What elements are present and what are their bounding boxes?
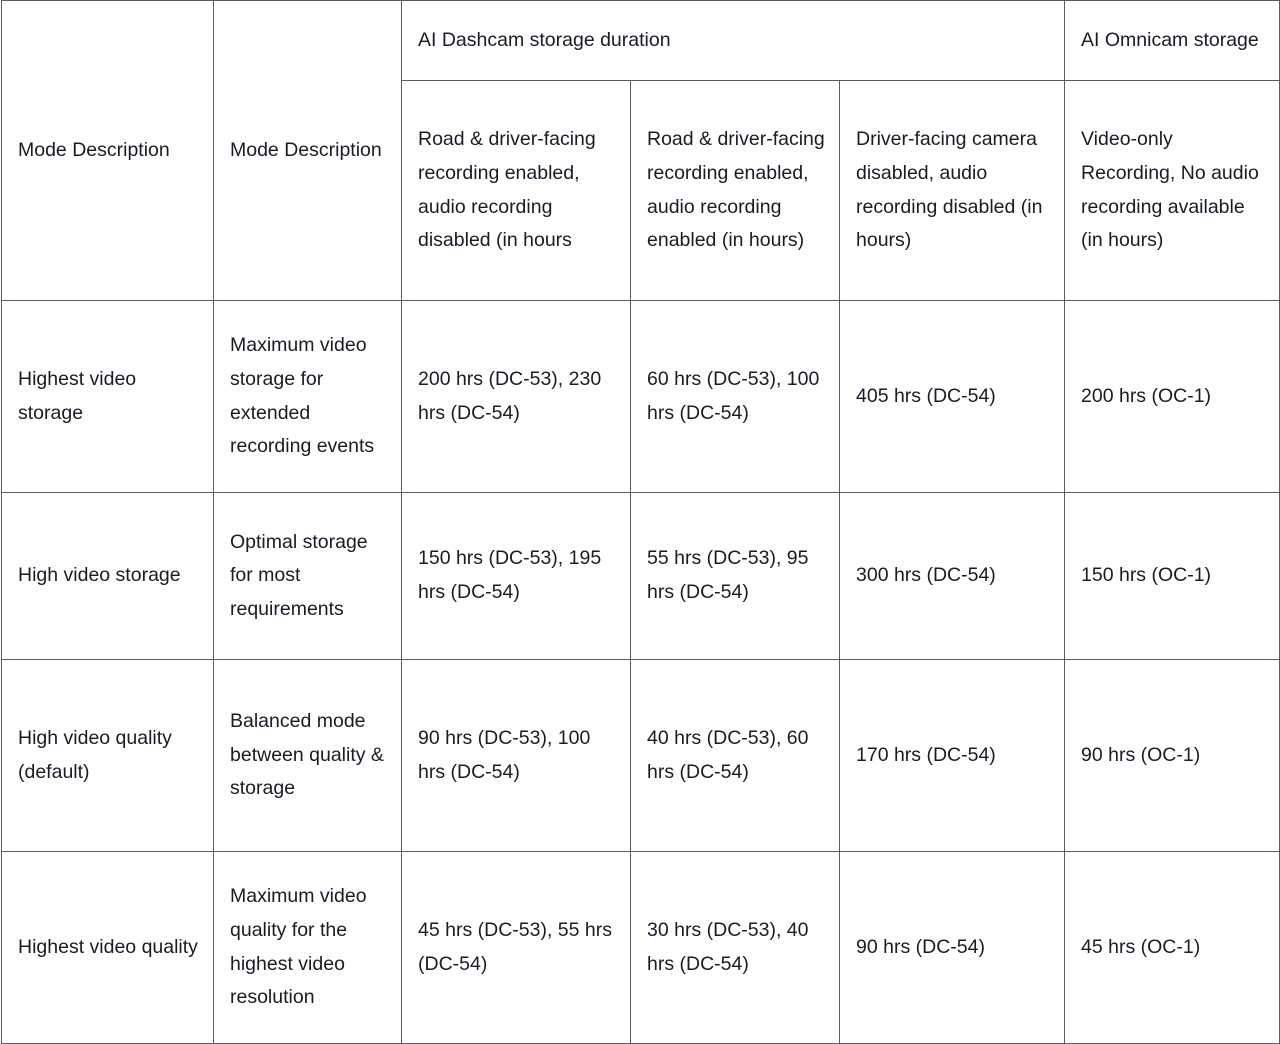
- cell-dashcam-both-audio: 60 hrs (DC-53), 100 hrs (DC-54): [631, 301, 840, 493]
- column-header-mode-description: Mode Description: [214, 1, 402, 301]
- table-header-row-groups: [2, 1, 1280, 81]
- table-header: [2, 1, 1280, 301]
- column-header-video-only: Video-only Recording, No audio recording available (in hours): [1065, 81, 1280, 301]
- cell-omnicam: 45 hrs (OC-1): [1065, 852, 1280, 1044]
- column-header-road-driver-audio: Road & driver-facing recording enabled, audio recording enabled (in hours): [631, 81, 840, 301]
- cell-dashcam-both-no-audio: 200 hrs (DC-53), 230 hrs (DC-54): [402, 301, 631, 493]
- column-header-road-driver-no-audio: Road & driver-facing recording enabled, audio recording disabled (in hours: [402, 81, 631, 301]
- cell-dashcam-driver-disabled: 405 hrs (DC-54): [840, 301, 1065, 493]
- cell-omnicam: 90 hrs (OC-1): [1065, 660, 1280, 852]
- table-row: [2, 852, 1280, 1044]
- cell-mode-description: Maximum video storage for extended recording events: [214, 301, 402, 493]
- table-row: [2, 301, 1280, 493]
- column-group-header-ai-omnicam: AI Omnicam storage: [1065, 1, 1280, 81]
- cell-dashcam-both-no-audio: 45 hrs (DC-53), 55 hrs (DC-54): [402, 852, 631, 1044]
- column-header-driver-disabled: Driver-facing camera disabled, audio recording disabled (in hours): [840, 81, 1065, 301]
- cell-dashcam-both-audio: 30 hrs (DC-53), 40 hrs (DC-54): [631, 852, 840, 1044]
- cell-omnicam: 200 hrs (OC-1): [1065, 301, 1280, 493]
- column-header-mode-name: Mode Description: [2, 1, 214, 301]
- table-row: [2, 493, 1280, 660]
- cell-omnicam: 150 hrs (OC-1): [1065, 493, 1280, 660]
- cell-dashcam-driver-disabled: 170 hrs (DC-54): [840, 660, 1065, 852]
- column-group-header-ai-dashcam: AI Dashcam storage duration: [402, 1, 1065, 81]
- cell-dashcam-both-audio: 55 hrs (DC-53), 95 hrs (DC-54): [631, 493, 840, 660]
- cell-dashcam-both-audio: 40 hrs (DC-53), 60 hrs (DC-54): [631, 660, 840, 852]
- cell-dashcam-both-no-audio: 90 hrs (DC-53), 100 hrs (DC-54): [402, 660, 631, 852]
- storage-duration-table: [1, 0, 1280, 1044]
- cell-dashcam-driver-disabled: 90 hrs (DC-54): [840, 852, 1065, 1044]
- cell-dashcam-driver-disabled: 300 hrs (DC-54): [840, 493, 1065, 660]
- cell-mode-description: Balanced mode between quality & storage: [214, 660, 402, 852]
- cell-mode-description: Optimal storage for most requirements: [214, 493, 402, 660]
- cell-mode-name: High video storage: [2, 493, 214, 660]
- cell-mode-description: Maximum video quality for the highest video resolution: [214, 852, 402, 1044]
- table-row: [2, 660, 1280, 852]
- cell-mode-name: Highest video quality: [2, 852, 214, 1044]
- cell-dashcam-both-no-audio: 150 hrs (DC-53), 195 hrs (DC-54): [402, 493, 631, 660]
- table-body: [2, 301, 1280, 1044]
- cell-mode-name: High video quality (default): [2, 660, 214, 852]
- cell-mode-name: Highest video storage: [2, 301, 214, 493]
